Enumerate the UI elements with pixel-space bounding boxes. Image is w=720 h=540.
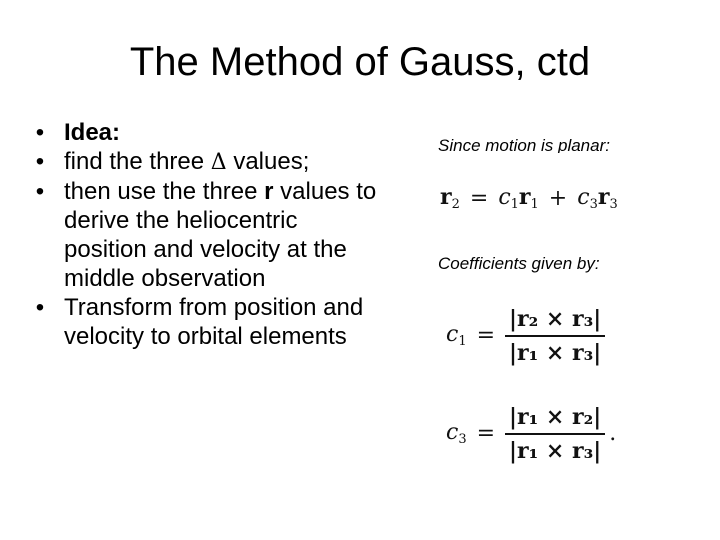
c1-numerator: |r₂ × r₃|	[509, 306, 602, 332]
c3-numerator: |r₁ × r₂|	[509, 404, 602, 430]
c1-equation	[446, 306, 605, 366]
delta-symbol: Δ	[210, 150, 227, 175]
c1-fraction	[505, 306, 605, 366]
bullet-dot: •	[35, 148, 45, 175]
term-c3-r3: $c_3r_3$	[577, 184, 618, 212]
bullet-item-idea	[30, 118, 380, 147]
c1-lhs: $c_1$	[446, 322, 467, 350]
plus-sign: +	[548, 185, 568, 211]
trailing-period: .	[609, 421, 617, 447]
bullet-item-use-r	[30, 177, 380, 293]
bullet-text: Transform from position and velocity to orbital elements	[64, 294, 364, 350]
c3-fraction	[505, 404, 605, 464]
c3-lhs: $c_3$	[446, 420, 467, 448]
equals-sign: =	[476, 421, 496, 447]
bullet-text: Idea:	[64, 119, 121, 146]
fraction-bar	[505, 433, 605, 435]
c1-denominator: |r₁ × r₃|	[509, 339, 602, 366]
bullet-item-transform	[30, 293, 380, 351]
bullet-text-post: values;	[226, 148, 310, 175]
slide-title: The Method of Gauss, ctd	[129, 40, 591, 84]
bold-r: r	[264, 178, 274, 205]
planar-note: Since motion is planar:	[438, 136, 610, 153]
bullet-text-pre: find the three	[64, 148, 211, 175]
bullet-text-pre: then use the three	[64, 178, 265, 205]
bullet-dot: •	[35, 294, 45, 321]
coefficients-note: Coefficients given by:	[438, 254, 600, 273]
r2-equation	[440, 184, 618, 212]
bullet-item-find-delta	[30, 147, 380, 177]
term-c1-r1: $c_1r_1$	[498, 184, 539, 212]
bullet-text-post: values to derive the heliocentric position and velocity at the middle observation	[64, 178, 377, 292]
equals-sign: =	[469, 185, 489, 211]
c3-denominator: |r₁ × r₃|	[509, 437, 602, 464]
bullet-list	[30, 118, 380, 351]
c3-equation	[446, 404, 616, 464]
r2-lhs: $r_2$	[440, 184, 460, 212]
bullet-dot: •	[35, 119, 45, 146]
equals-sign: =	[476, 323, 496, 349]
fraction-bar	[505, 335, 605, 337]
bullet-dot: •	[35, 178, 45, 205]
